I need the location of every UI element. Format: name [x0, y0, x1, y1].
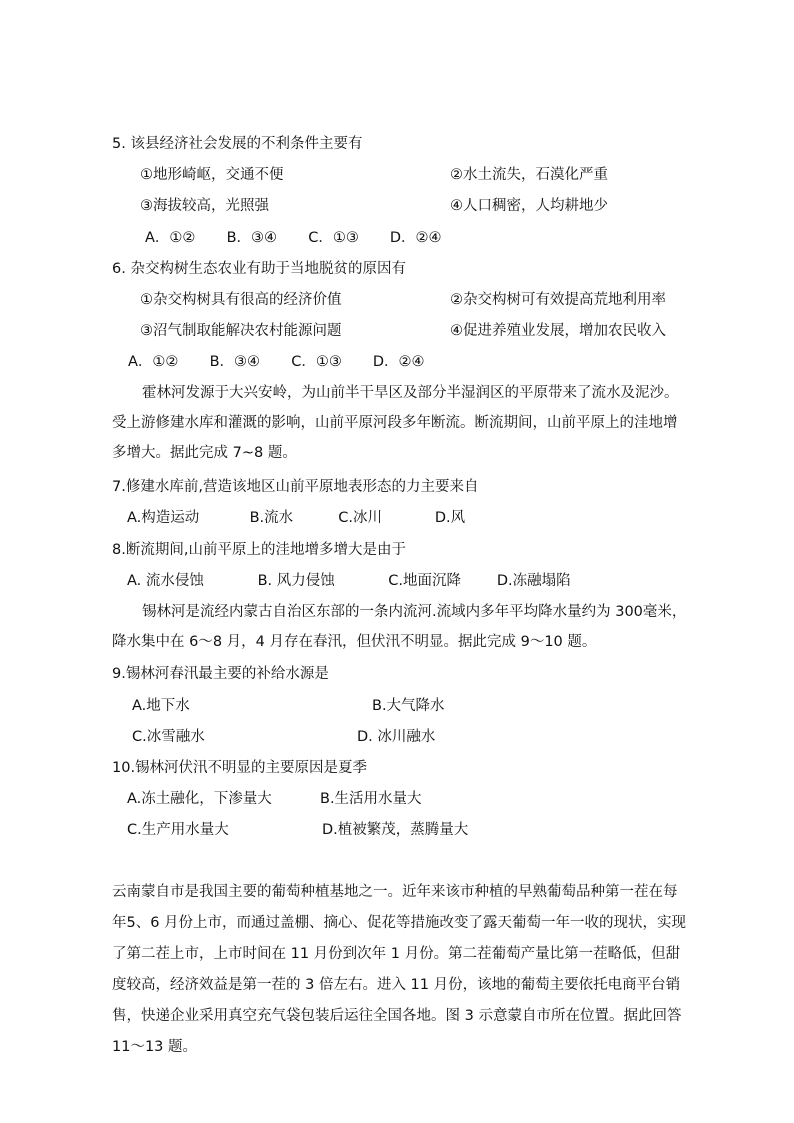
- answer-a: A．①②: [145, 230, 196, 246]
- question-6-option-4: ④促进养殖业发展，增加农民收入: [450, 323, 666, 339]
- question-9-answer-b: B.大气降水: [372, 698, 445, 714]
- question-6-option-3: ③沼气制取能解决农村能源问题: [140, 323, 342, 339]
- question-6-answers: [128, 352, 425, 372]
- question-5-option-3: ③海拔较高，光照强: [140, 198, 269, 214]
- question-6-stem: 6. 杂交构树生态农业有助于当地脱贫的原因有: [112, 261, 406, 277]
- question-6-option-2: ②杂交构树可有效提高荒地利用率: [450, 292, 666, 308]
- answer-c: C．①③: [308, 230, 359, 246]
- question-5-option-2: ②水土流失，石漠化严重: [450, 167, 608, 183]
- answer-d: D.冻融塌陷: [496, 573, 571, 589]
- question-8-stem: 8.断流期间,山前平原上的洼地增多增大是由于: [112, 542, 406, 558]
- passage-xilin-river: 锡林河是流经内蒙古自治区东部的一条内流河.流域内多年平均降水量约为 300毫米，降水集中在 6～8 月，4 月存在春汛，但伏汛不明显。据此完成 9～10 题。: [112, 604, 687, 650]
- answer-a: A．①②: [128, 354, 179, 370]
- answer-c: C.地面沉降: [388, 573, 461, 589]
- question-9-answer-c: C.冰雪融水: [132, 729, 205, 745]
- question-10-stem: 10.锡林河伏汛不明显的主要原因是夏季: [112, 760, 368, 776]
- question-9-stem: 9.锡林河春汛最主要的补给水源是: [112, 666, 329, 682]
- answer-c: C．①③: [291, 354, 342, 370]
- answer-a: A. 流水侵蚀: [127, 573, 204, 589]
- question-8-answers: [127, 571, 571, 591]
- question-10-answer-c: C.生产用水量大: [127, 822, 229, 838]
- passage-mengzi-grapes: 云南蒙自市是我国主要的葡萄种植基地之一。近年来该市种植的早熟葡萄品种第一茬在每年5、6 月份上市，而通过盖棚、摘心、促花等措施改变了露天葡萄一年一收的现状，实现了第二茬上市，上市时间在 11 月份到次年 1 月份。第二茬葡萄产量比第一茬略低，但甜度较高，经济效益是第一茬的 3 倍左右。进入 11 月份，该地的葡萄主要依托电商平台销售，快递企业采用真空充气袋包装后运往全国各地。图 3 示意蒙自市所在位置。据此回答 11～13 题。: [112, 884, 687, 1055]
- answer-d: D．②④: [372, 354, 425, 370]
- question-5-answers: [145, 228, 442, 248]
- answer-a: A.构造运动: [127, 510, 200, 526]
- question-9-answer-a: A.地下水: [132, 698, 190, 714]
- answer-d: D.风: [434, 510, 466, 526]
- question-9-answer-d: D. 冰川融水: [357, 729, 436, 745]
- answer-b: B．③④: [209, 354, 261, 370]
- answer-d: D．②④: [389, 230, 442, 246]
- question-10-answer-d: D.植被繁茂，蒸腾量大: [322, 822, 469, 838]
- question-10-answer-b: B.生活用水量大: [320, 791, 422, 807]
- answer-c: C.冰川: [338, 510, 382, 526]
- question-5-stem: 5. 该县经济社会发展的不利条件主要有: [112, 136, 363, 152]
- question-7-answers: [127, 508, 465, 528]
- answer-b: B. 风力侵蚀: [257, 573, 335, 589]
- question-10-answer-a: A.冻土融化，下渗量大: [127, 791, 272, 807]
- answer-b: B.流水: [249, 510, 294, 526]
- question-7-stem: 7.修建水库前,营造该地区山前平原地表形态的力主要来自: [112, 479, 479, 495]
- question-6-option-1: ①杂交构树具有很高的经济价值: [140, 292, 342, 308]
- question-5-option-4: ④人口稠密，人均耕地少: [450, 198, 608, 214]
- question-5-option-1: ①地形崎岖，交通不便: [140, 167, 284, 183]
- answer-b: B．③④: [226, 230, 278, 246]
- passage-huolin-river: 霍林河发源于大兴安岭，为山前半干旱区及部分半湿润区的平原带来了流水及泥沙。受上游修建水库和灌溉的影响，山前平原河段多年断流。断流期间，山前平原上的洼地增多增大。据此完成 7~8 题。: [112, 385, 679, 461]
